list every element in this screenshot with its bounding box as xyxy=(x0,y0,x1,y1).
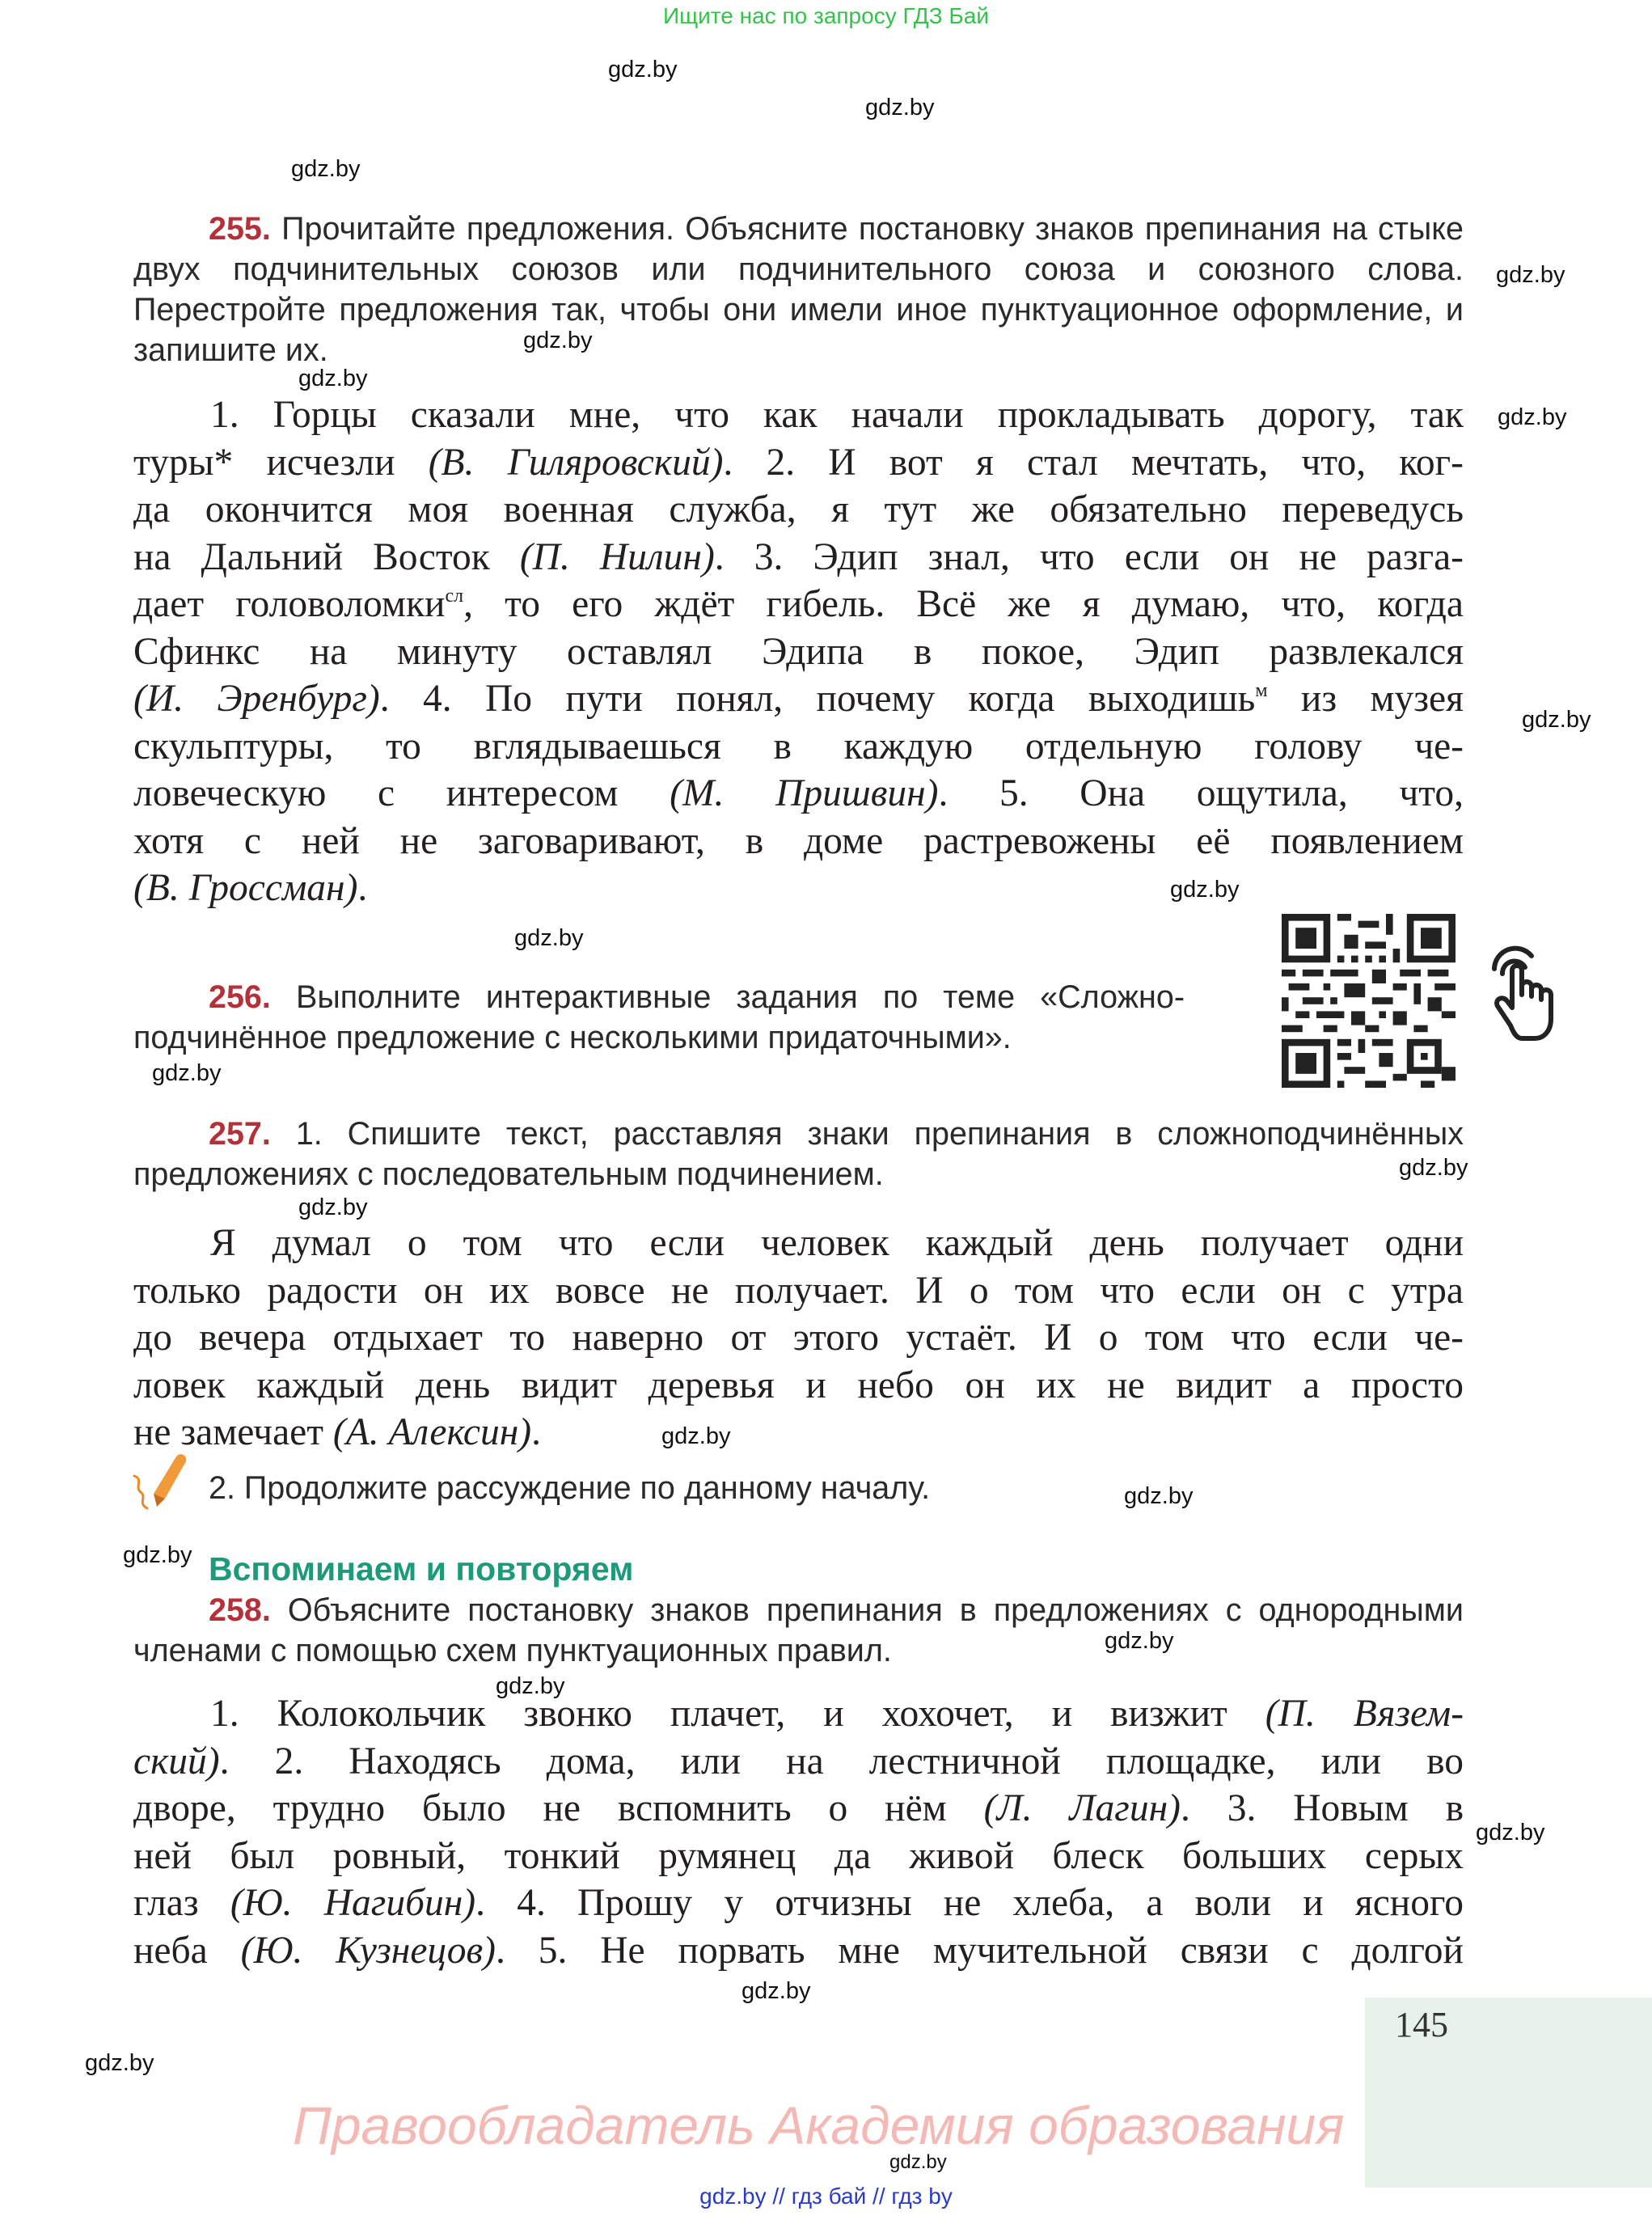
text-line: 1. Горцы сказали мне, что как начали прокладывать дорогу, так xyxy=(210,394,1464,436)
text-line: глаз (Ю. Нагибин). 4. Прошу у отчизны не хлеба, а воли и ясного xyxy=(133,1882,1464,1924)
top-banner[interactable]: Ищите нас по запросу ГДЗ Бай xyxy=(662,3,990,28)
watermark: gdz.by xyxy=(123,1542,192,1568)
text-line: да окончится моя военная служба, я тут же обязательно переведусь xyxy=(133,488,1464,531)
watermark: gdz.by xyxy=(608,57,678,82)
text-line: на Дальний Восток (П. Нилин). 3. Эдип знал, что если он не разга- xyxy=(133,535,1464,578)
footnote-mark: сл xyxy=(445,586,464,607)
task-258-text xyxy=(133,1690,1464,1974)
text-line: не замечает (А. Алексин). xyxy=(133,1411,541,1453)
text-line: ский). 2. Находясь дома, или на лестничной площадке, или во xyxy=(133,1740,1464,1782)
watermark: gdz.by xyxy=(1170,877,1240,903)
watermark: gdz.by xyxy=(85,2050,154,2076)
watermark: gdz.by xyxy=(1105,1628,1174,1654)
instruction-text: 1. Спишите текст, расставляя знаки препинания в сложноподчинённых предложениях с последовательным подчинением. xyxy=(133,1116,1464,1192)
pen-icon xyxy=(129,1452,194,1512)
watermark: gdz.by xyxy=(661,1423,731,1449)
watermark: gdz.by xyxy=(291,156,361,182)
watermark: gdz.by xyxy=(152,1060,222,1086)
task-number: 257. xyxy=(209,1116,271,1152)
touch-hand-icon[interactable] xyxy=(1480,938,1569,1047)
watermark: gdz.by xyxy=(889,2151,947,2173)
text-line: Я думал о том что если человек каждый день получает одни xyxy=(210,1222,1464,1264)
text-line: ловек каждый день видит деревья и небо он их не видит а просто xyxy=(133,1364,1464,1406)
watermark: gdz.by xyxy=(1496,262,1565,288)
text-line: 1. Колокольчик звонко плачет, и хохочет, и визжит (П. Вязем- xyxy=(210,1693,1464,1735)
instruction-text: Прочитайте предложения. Объясните постановку знаков препинания на стыке двух подчинительных союзов или подчинительного союза и союзного слова. Перестройте предложения так, чтобы они имели иное пунктуационное оформление, и запишите их. xyxy=(133,211,1464,368)
text-line: дворе, трудно было не вспомнить о нём (Л. Лагин). 3. Новым в xyxy=(133,1787,1464,1829)
task-255-text xyxy=(133,391,1464,912)
task-number: 255. xyxy=(209,211,271,247)
task-257-text xyxy=(133,1220,1464,1457)
section-title: Вспоминаем и повторяем xyxy=(209,1550,634,1588)
text-line: Сфинкс на минуту оставлял Эдипа в покое, Эдип развлекался xyxy=(133,630,1464,673)
task-255-instruction xyxy=(133,209,1464,370)
watermark: gdz.by xyxy=(298,1194,368,1220)
watermark: gdz.by xyxy=(741,1978,811,2004)
watermark: gdz.by xyxy=(1476,1820,1545,1846)
watermark: gdz.by xyxy=(496,1673,565,1699)
text-line: туры* исчезли (В. Гиляровский). 2. И вот я стал мечтать, что, ког- xyxy=(133,441,1464,484)
task-258-instruction xyxy=(133,1590,1464,1671)
task-257-part2: 2. Продолжите рассуждение по данному началу. xyxy=(209,1470,931,1506)
text-line: ней был ровный, тонкий румянец да живой блеск больших серых xyxy=(133,1834,1464,1877)
footnote-mark: м xyxy=(1255,680,1268,701)
task-number: 258. xyxy=(209,1592,271,1628)
watermark: gdz.by xyxy=(523,328,593,353)
text-line: хотя с ней не заговаривают, в доме растревожены её появлением xyxy=(133,819,1464,862)
text-line: до вечера отдыхает то наверно от этого устаёт. И о том что если че- xyxy=(133,1317,1464,1359)
task-number: 256. xyxy=(209,979,271,1015)
watermark: gdz.by xyxy=(1498,404,1567,430)
text-line: ловеческую с интересом (М. Пришвин). 5. Она ощутила, что, xyxy=(133,772,1464,814)
text-line: только радости он их вовсе не получает. И о том что если он с утра xyxy=(133,1269,1464,1312)
watermark: gdz.by xyxy=(1399,1155,1468,1181)
text-line: неба (Ю. Кузнецов). 5. Не порвать мне мучительной связи с долгой xyxy=(133,1929,1464,1972)
watermark: gdz.by xyxy=(514,925,584,951)
watermark: gdz.by xyxy=(1124,1483,1194,1509)
qr-code[interactable] xyxy=(1282,914,1456,1088)
text-line: (В. Гроссман). xyxy=(133,867,368,909)
text-line: (И. Эренбург). 4. По пути понял, почему когда выходишь$^м$ из музея xyxy=(133,678,1464,720)
watermark: gdz.by xyxy=(865,95,935,121)
page-number: 145 xyxy=(1395,2005,1448,2044)
task-256 xyxy=(133,977,1185,1058)
instruction-text: Выполните интерактивные задания по теме «Сложно-подчинённое предложение с несколькими придаточными». xyxy=(133,979,1185,1055)
footer-links[interactable]: gdz.by // гдз бай // гдз by xyxy=(699,2184,953,2209)
task-257-instruction xyxy=(133,1114,1464,1194)
text-line: дает головоломки$^{сл}$, то его ждёт гибель. Всё же я думаю, что, когда xyxy=(133,583,1464,625)
watermark: gdz.by xyxy=(298,366,368,391)
watermark: gdz.by xyxy=(1522,707,1591,733)
text-line: скульптуры, то вглядываешься в каждую отдельную голову че- xyxy=(133,725,1464,767)
instruction-text: Объясните постановку знаков препинания в предложениях с однородными членами с помощью схем пунктуационных правил. xyxy=(133,1592,1464,1668)
rights-holder-watermark: Правообладатель Академия образования xyxy=(293,2095,1345,2155)
